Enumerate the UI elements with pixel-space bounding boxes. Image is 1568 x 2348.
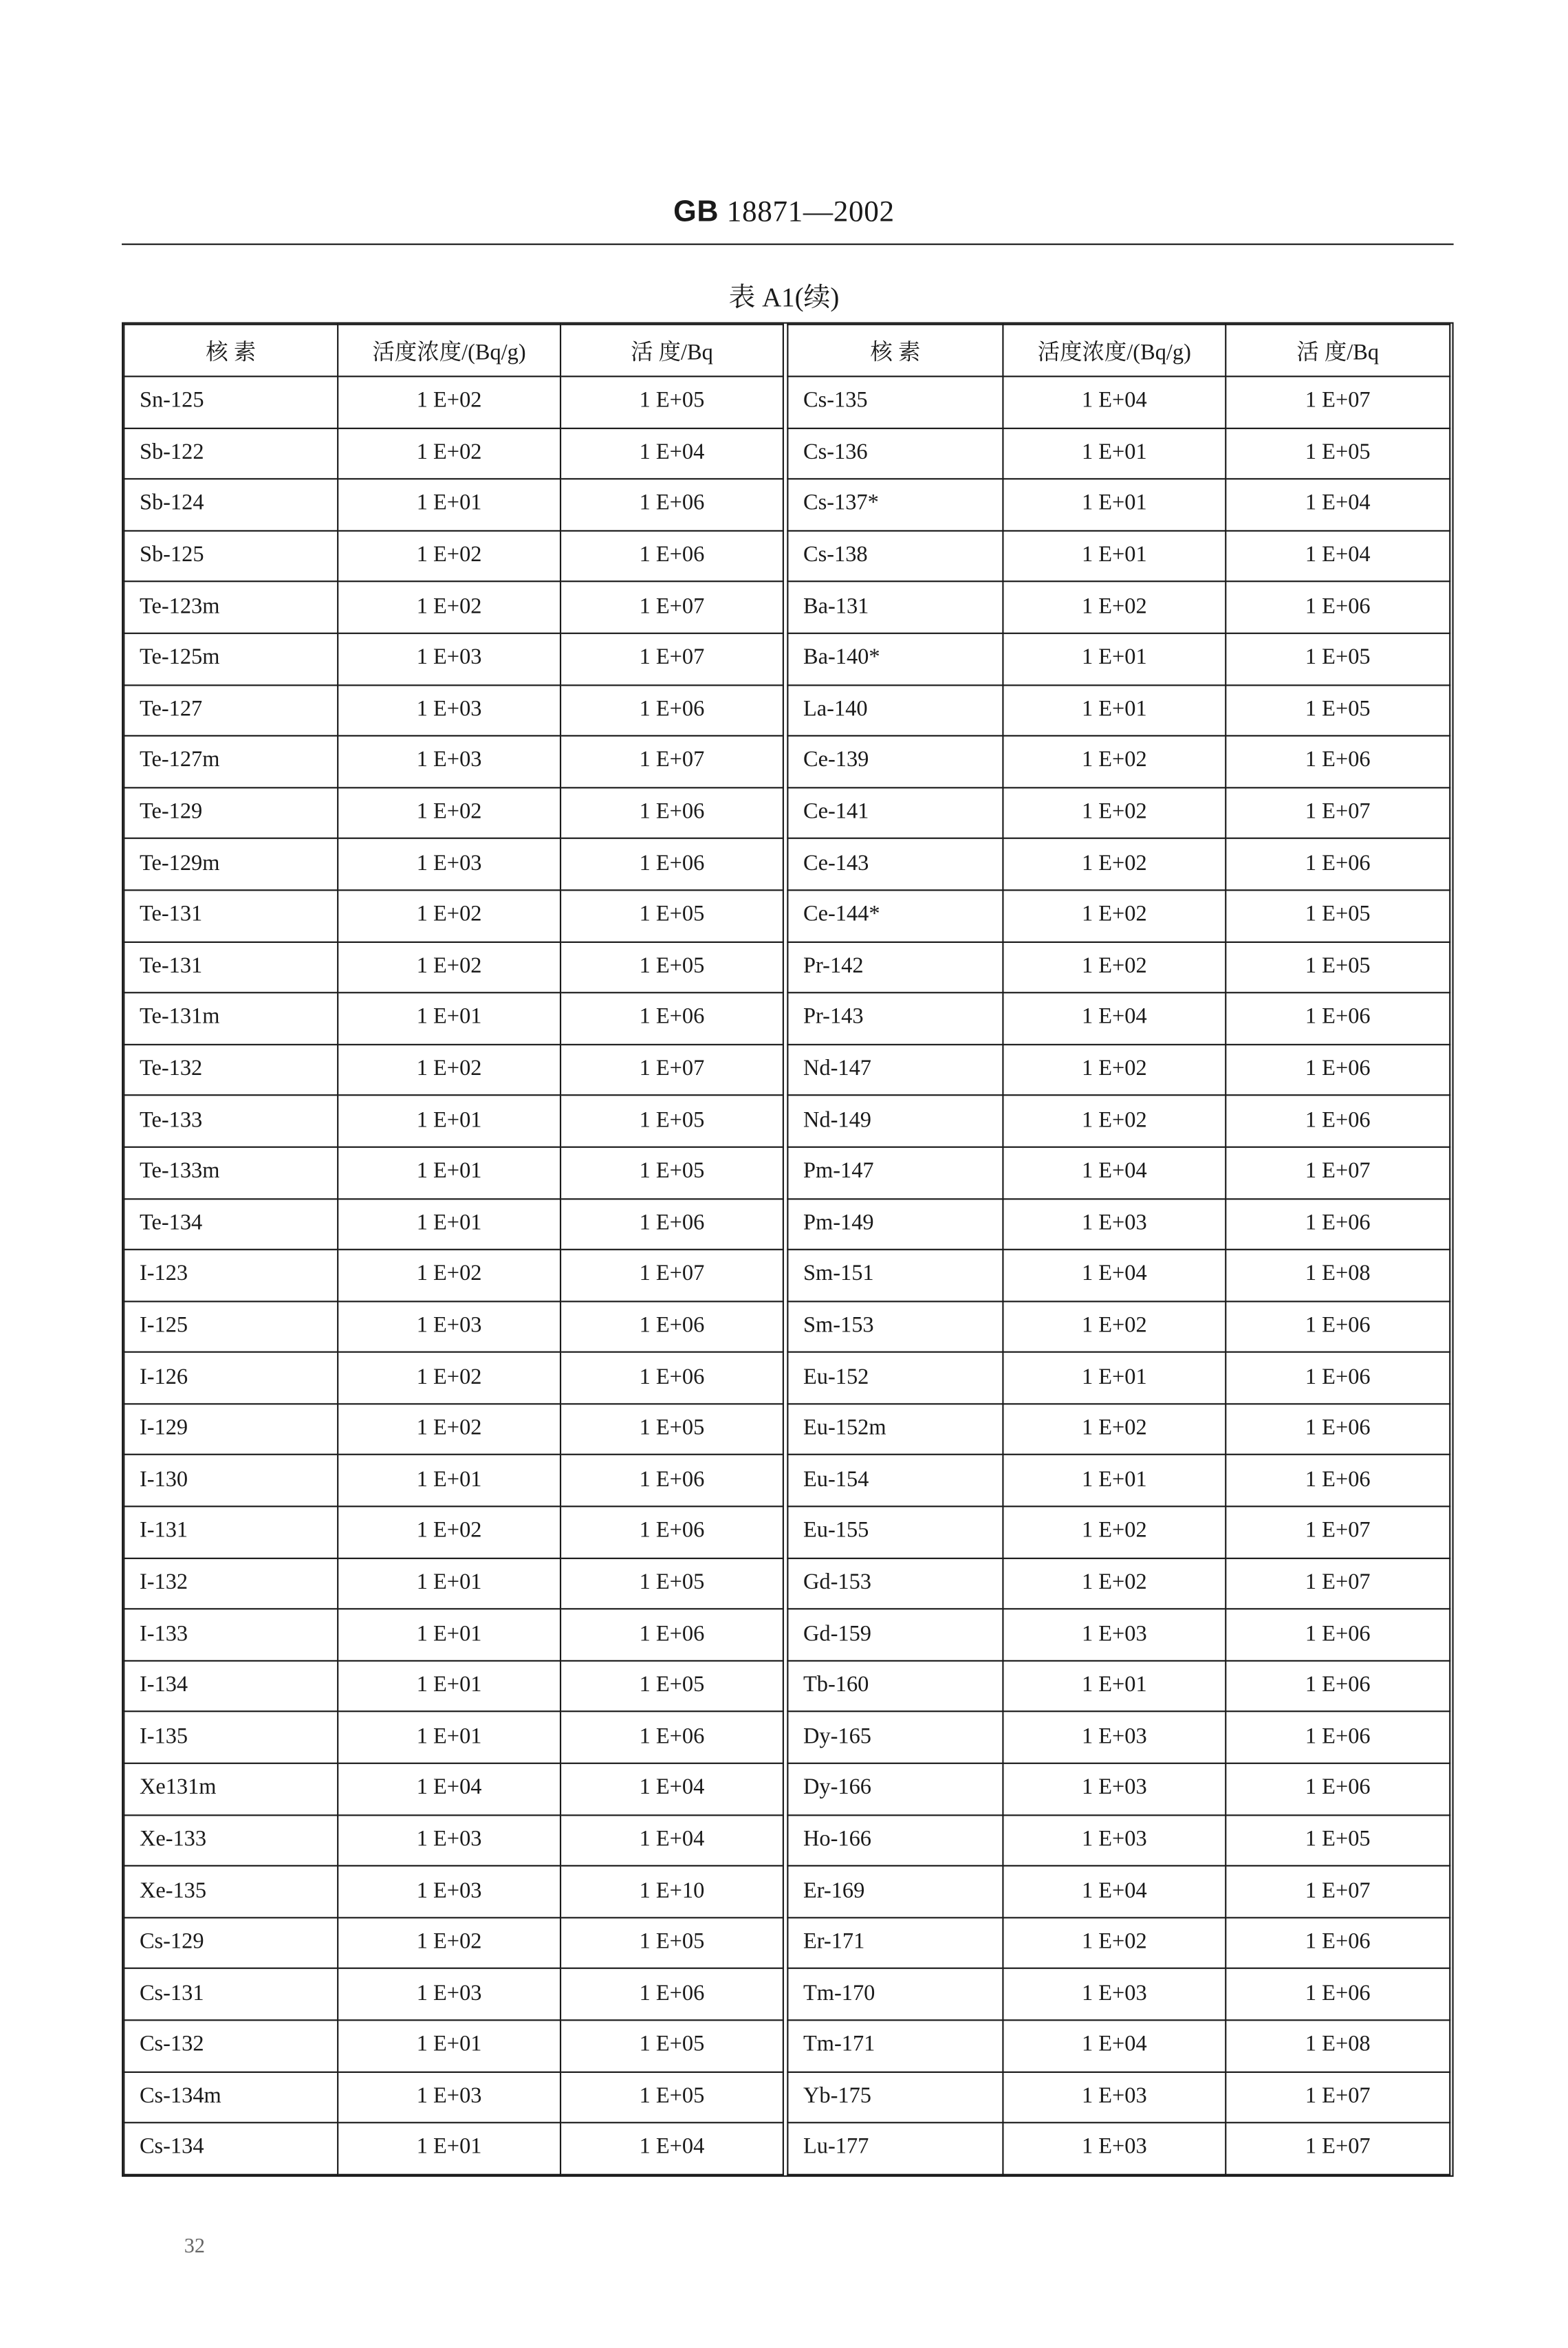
activity-cell: 1 E+06 xyxy=(1226,1763,1450,1815)
activity-concentration-cell: 1 E+01 xyxy=(338,2123,560,2175)
table-row xyxy=(124,1404,783,1455)
activity-concentration-cell: 1 E+04 xyxy=(1003,1250,1226,1301)
table-row xyxy=(787,993,1450,1045)
table-row xyxy=(124,1506,783,1558)
nuclide-cell: I-131 xyxy=(124,1506,338,1558)
activity-concentration-cell: 1 E+03 xyxy=(338,684,560,736)
nuclide-cell: Eu-152m xyxy=(787,1404,1003,1455)
table-row xyxy=(787,582,1450,633)
standard-header xyxy=(0,196,1568,230)
activity-concentration-cell: 1 E+03 xyxy=(1003,1815,1226,1867)
activity-cell: 1 E+10 xyxy=(560,1866,783,1917)
nuclide-cell: Cs-135 xyxy=(787,376,1003,428)
activity-concentration-cell: 1 E+02 xyxy=(338,1404,560,1455)
activity-cell: 1 E+07 xyxy=(1226,1866,1450,1917)
table-row xyxy=(787,1815,1450,1867)
table-row xyxy=(124,1763,783,1815)
activity-concentration-cell: 1 E+01 xyxy=(338,1198,560,1250)
table-row xyxy=(124,684,783,736)
nuclide-cell: Dy-165 xyxy=(787,1712,1003,1763)
table-row xyxy=(787,633,1450,685)
activity-concentration-cell: 1 E+02 xyxy=(338,1352,560,1404)
table-row xyxy=(787,1558,1450,1609)
activity-concentration-cell: 1 E+02 xyxy=(1003,1917,1226,1969)
table-row xyxy=(124,1661,783,1713)
nuclide-cell: Sb-122 xyxy=(124,428,338,479)
table-row xyxy=(124,1198,783,1250)
activity-cell: 1 E+05 xyxy=(560,890,783,942)
activity-concentration-cell: 1 E+02 xyxy=(338,1250,560,1301)
table-row xyxy=(124,376,783,428)
table-row xyxy=(787,530,1450,582)
table-row xyxy=(124,1917,783,1969)
nuclide-cell: Dy-166 xyxy=(787,1763,1003,1815)
nuclide-cell: Pr-142 xyxy=(787,942,1003,993)
table-row xyxy=(787,1661,1450,1713)
activity-concentration-cell: 1 E+01 xyxy=(338,2020,560,2072)
nuclide-cell: Ho-166 xyxy=(787,1815,1003,1867)
nuclide-cell: Te-131 xyxy=(124,890,338,942)
activity-cell: 1 E+05 xyxy=(1226,942,1450,993)
activity-concentration-cell: 1 E+01 xyxy=(338,1609,560,1661)
nuclide-cell: Sm-151 xyxy=(787,1250,1003,1301)
activity-concentration-cell: 1 E+03 xyxy=(338,1301,560,1353)
nuclide-cell: Te-132 xyxy=(124,1044,338,1096)
activity-cell: 1 E+06 xyxy=(1226,838,1450,890)
activity-concentration-cell: 1 E+01 xyxy=(1003,633,1226,685)
nuclide-cell: Yb-175 xyxy=(787,2072,1003,2123)
table-row xyxy=(124,890,783,942)
table-row xyxy=(124,1044,783,1096)
nuclide-cell: Nd-147 xyxy=(787,1044,1003,1096)
activity-concentration-cell: 1 E+03 xyxy=(338,1866,560,1917)
table-row xyxy=(124,2020,783,2072)
activity-cell: 1 E+06 xyxy=(1226,1969,1450,2021)
activity-concentration-cell: 1 E+02 xyxy=(1003,1506,1226,1558)
header-activity: 活 度/Bq xyxy=(560,325,783,377)
table-row xyxy=(124,942,783,993)
table-row xyxy=(787,1250,1450,1301)
nuclide-cell: Te-131m xyxy=(124,993,338,1045)
activity-concentration-cell: 1 E+03 xyxy=(338,1815,560,1867)
activity-concentration-cell: 1 E+02 xyxy=(338,428,560,479)
activity-cell: 1 E+04 xyxy=(560,428,783,479)
activity-concentration-cell: 1 E+01 xyxy=(338,1712,560,1763)
nuclide-cell: Cs-131 xyxy=(124,1969,338,2021)
nuclide-cell: Sb-125 xyxy=(124,530,338,582)
nuclide-cell: Te-123m xyxy=(124,582,338,633)
nuclide-cell: Eu-154 xyxy=(787,1455,1003,1507)
activity-concentration-cell: 1 E+02 xyxy=(338,1506,560,1558)
activity-cell: 1 E+06 xyxy=(560,479,783,531)
nuclide-cell: Cs-132 xyxy=(124,2020,338,2072)
activity-cell: 1 E+06 xyxy=(560,684,783,736)
activity-cell: 1 E+08 xyxy=(1226,2020,1450,2072)
header-row xyxy=(787,325,1450,377)
nuclide-cell: Ba-140* xyxy=(787,633,1003,685)
table-row xyxy=(787,1763,1450,1815)
table-row xyxy=(124,428,783,479)
activity-concentration-cell: 1 E+02 xyxy=(338,1917,560,1969)
table-row xyxy=(124,1250,783,1301)
table-row xyxy=(787,1198,1450,1250)
activity-cell: 1 E+06 xyxy=(1226,1044,1450,1096)
nuclide-cell: Tb-160 xyxy=(787,1661,1003,1713)
nuclide-cell: I-123 xyxy=(124,1250,338,1301)
activity-concentration-cell: 1 E+03 xyxy=(1003,1609,1226,1661)
nuclide-cell: Sn-125 xyxy=(124,376,338,428)
activity-cell: 1 E+06 xyxy=(560,787,783,839)
header-activity: 活 度/Bq xyxy=(1226,325,1450,377)
activity-concentration-cell: 1 E+04 xyxy=(1003,993,1226,1045)
activity-cell: 1 E+05 xyxy=(1226,633,1450,685)
nuclide-cell: Te-133m xyxy=(124,1147,338,1199)
activity-cell: 1 E+05 xyxy=(560,942,783,993)
table-row xyxy=(787,684,1450,736)
activity-concentration-cell: 1 E+01 xyxy=(1003,1661,1226,1713)
activity-cell: 1 E+05 xyxy=(1226,1815,1450,1867)
nuclide-cell: Cs-134m xyxy=(124,2072,338,2123)
table-row xyxy=(124,1352,783,1404)
table-row xyxy=(787,376,1450,428)
table-row xyxy=(787,428,1450,479)
table-row xyxy=(787,1044,1450,1096)
table-row xyxy=(124,1301,783,1353)
activity-concentration-cell: 1 E+03 xyxy=(338,1969,560,2021)
header-nuclide: 核 素 xyxy=(124,325,338,377)
activity-cell: 1 E+07 xyxy=(1226,787,1450,839)
activity-concentration-cell: 1 E+03 xyxy=(338,736,560,787)
activity-concentration-cell: 1 E+02 xyxy=(1003,1404,1226,1455)
table-row xyxy=(787,2020,1450,2072)
activity-cell: 1 E+06 xyxy=(1226,1661,1450,1713)
nuclide-cell: Xe-135 xyxy=(124,1866,338,1917)
activity-concentration-cell: 1 E+01 xyxy=(338,1558,560,1609)
activity-cell: 1 E+08 xyxy=(1226,1250,1450,1301)
nuclide-cell: Er-169 xyxy=(787,1866,1003,1917)
activity-concentration-cell: 1 E+02 xyxy=(338,1044,560,1096)
header-row xyxy=(124,325,783,377)
activity-concentration-cell: 1 E+02 xyxy=(1003,1044,1226,1096)
nuclide-cell: I-126 xyxy=(124,1352,338,1404)
activity-cell: 1 E+06 xyxy=(1226,993,1450,1045)
activity-concentration-cell: 1 E+02 xyxy=(1003,1558,1226,1609)
activity-cell: 1 E+06 xyxy=(560,1198,783,1250)
activity-cell: 1 E+07 xyxy=(560,1250,783,1301)
activity-concentration-cell: 1 E+02 xyxy=(338,530,560,582)
nuclide-cell: Nd-149 xyxy=(787,1096,1003,1147)
table-row xyxy=(787,1352,1450,1404)
activity-cell: 1 E+07 xyxy=(1226,2072,1450,2123)
table-row xyxy=(124,530,783,582)
activity-concentration-cell: 1 E+03 xyxy=(338,838,560,890)
activity-concentration-cell: 1 E+01 xyxy=(1003,479,1226,531)
activity-concentration-cell: 1 E+02 xyxy=(1003,582,1226,633)
table-row xyxy=(124,993,783,1045)
activity-cell: 1 E+06 xyxy=(560,1455,783,1507)
table-row xyxy=(787,838,1450,890)
nuclide-cell: Te-129 xyxy=(124,787,338,839)
activity-concentration-cell: 1 E+02 xyxy=(1003,1096,1226,1147)
activity-cell: 1 E+06 xyxy=(560,1352,783,1404)
table-row xyxy=(124,1096,783,1147)
activity-concentration-cell: 1 E+01 xyxy=(1003,684,1226,736)
nuclide-cell: Cs-137* xyxy=(787,479,1003,531)
table-row xyxy=(124,1609,783,1661)
nuclide-cell: I-129 xyxy=(124,1404,338,1455)
table-row xyxy=(787,1404,1450,1455)
nuclide-cell: Gd-153 xyxy=(787,1558,1003,1609)
activity-cell: 1 E+06 xyxy=(560,1969,783,2021)
activity-cell: 1 E+05 xyxy=(560,1558,783,1609)
table-row xyxy=(124,1866,783,1917)
header-activity-concentration: 活度浓度/(Bq/g) xyxy=(1003,325,1226,377)
activity-concentration-cell: 1 E+03 xyxy=(1003,1763,1226,1815)
activity-cell: 1 E+07 xyxy=(560,736,783,787)
activity-cell: 1 E+04 xyxy=(1226,479,1450,531)
nuclide-cell: Gd-159 xyxy=(787,1609,1003,1661)
nuclide-cell: Ce-141 xyxy=(787,787,1003,839)
nuclide-cell: Er-171 xyxy=(787,1917,1003,1969)
table-row xyxy=(787,1147,1450,1199)
activity-cell: 1 E+06 xyxy=(560,1506,783,1558)
nuclide-cell: Te-127m xyxy=(124,736,338,787)
nuclide-cell: Ba-131 xyxy=(787,582,1003,633)
activity-cell: 1 E+06 xyxy=(560,1609,783,1661)
activity-cell: 1 E+04 xyxy=(1226,530,1450,582)
activity-concentration-cell: 1 E+03 xyxy=(1003,1712,1226,1763)
nuclide-cell: Sb-124 xyxy=(124,479,338,531)
standard-number: 18871—2002 xyxy=(726,195,895,229)
activity-cell: 1 E+07 xyxy=(560,582,783,633)
activity-concentration-cell: 1 E+03 xyxy=(1003,2123,1226,2175)
nuclide-cell: I-125 xyxy=(124,1301,338,1353)
table-row xyxy=(124,2072,783,2123)
nuclide-cell: Ce-143 xyxy=(787,838,1003,890)
header-rule xyxy=(122,243,1454,245)
nuclide-cell: Te-125m xyxy=(124,633,338,685)
nuclide-cell: La-140 xyxy=(787,684,1003,736)
table-row xyxy=(787,2072,1450,2123)
activity-cell: 1 E+05 xyxy=(560,1917,783,1969)
nuclide-cell: Ce-139 xyxy=(787,736,1003,787)
activity-cell: 1 E+05 xyxy=(1226,684,1450,736)
activity-concentration-cell: 1 E+02 xyxy=(338,582,560,633)
nuclide-cell: Cs-134 xyxy=(124,2123,338,2175)
table-row xyxy=(787,736,1450,787)
activity-cell: 1 E+07 xyxy=(1226,1147,1450,1199)
activity-concentration-cell: 1 E+02 xyxy=(1003,1301,1226,1353)
activity-cell: 1 E+05 xyxy=(560,1147,783,1199)
nuclide-cell: Xe131m xyxy=(124,1763,338,1815)
table-row xyxy=(124,1815,783,1867)
activity-concentration-cell: 1 E+02 xyxy=(1003,942,1226,993)
activity-cell: 1 E+04 xyxy=(560,2123,783,2175)
activity-concentration-cell: 1 E+02 xyxy=(1003,787,1226,839)
nuclide-cell: Sm-153 xyxy=(787,1301,1003,1353)
nuclide-cell: Eu-155 xyxy=(787,1506,1003,1558)
nuclide-cell: I-133 xyxy=(124,1609,338,1661)
table-row xyxy=(124,1455,783,1507)
nuclide-cell: I-130 xyxy=(124,1455,338,1507)
activity-concentration-cell: 1 E+01 xyxy=(338,1096,560,1147)
table-row xyxy=(787,942,1450,993)
activity-cell: 1 E+06 xyxy=(560,1301,783,1353)
activity-cell: 1 E+06 xyxy=(1226,1404,1450,1455)
nuclide-cell: Te-127 xyxy=(124,684,338,736)
activity-concentration-cell: 1 E+02 xyxy=(338,890,560,942)
table-row xyxy=(787,1866,1450,1917)
nuclide-cell: Pr-143 xyxy=(787,993,1003,1045)
table-row xyxy=(124,787,783,839)
table-row xyxy=(787,1917,1450,1969)
table-caption: 表 A1(续) xyxy=(728,282,840,312)
activity-cell: 1 E+06 xyxy=(1226,1712,1450,1763)
nuclide-cell: Pm-147 xyxy=(787,1147,1003,1199)
table-row xyxy=(124,633,783,685)
nuclide-cell: Te-129m xyxy=(124,838,338,890)
activity-concentration-cell: 1 E+04 xyxy=(1003,2020,1226,2072)
header-activity-concentration: 活度浓度/(Bq/g) xyxy=(338,325,560,377)
activity-concentration-cell: 1 E+03 xyxy=(338,633,560,685)
nuclide-cell: I-132 xyxy=(124,1558,338,1609)
header-nuclide: 核 素 xyxy=(787,325,1003,377)
nuclide-cell: I-134 xyxy=(124,1661,338,1713)
activity-cell: 1 E+06 xyxy=(1226,1096,1450,1147)
table-row xyxy=(124,838,783,890)
activity-concentration-cell: 1 E+01 xyxy=(338,1455,560,1507)
activity-cell: 1 E+06 xyxy=(560,993,783,1045)
nuclide-cell: Te-133 xyxy=(124,1096,338,1147)
activity-concentration-cell: 1 E+01 xyxy=(1003,1352,1226,1404)
page-number: 32 xyxy=(184,2236,205,2259)
table-row xyxy=(124,582,783,633)
activity-cell: 1 E+07 xyxy=(1226,376,1450,428)
nuclide-table-right xyxy=(787,324,1450,2175)
nuclide-cell: Tm-170 xyxy=(787,1969,1003,2021)
activity-concentration-cell: 1 E+01 xyxy=(338,1661,560,1713)
activity-concentration-cell: 1 E+04 xyxy=(1003,376,1226,428)
activity-cell: 1 E+04 xyxy=(560,1763,783,1815)
activity-cell: 1 E+05 xyxy=(560,2072,783,2123)
table-row xyxy=(787,1609,1450,1661)
table-row xyxy=(124,2123,783,2175)
activity-cell: 1 E+05 xyxy=(560,2020,783,2072)
table-row xyxy=(124,1969,783,2021)
activity-cell: 1 E+06 xyxy=(560,530,783,582)
activity-cell: 1 E+06 xyxy=(1226,1352,1450,1404)
nuclide-cell: Cs-138 xyxy=(787,530,1003,582)
table-row xyxy=(787,1969,1450,2021)
activity-cell: 1 E+07 xyxy=(560,633,783,685)
activity-cell: 1 E+05 xyxy=(560,376,783,428)
activity-concentration-cell: 1 E+01 xyxy=(1003,530,1226,582)
table-row xyxy=(124,1712,783,1763)
activity-cell: 1 E+06 xyxy=(1226,1301,1450,1353)
activity-cell: 1 E+06 xyxy=(560,838,783,890)
table-row xyxy=(787,1455,1450,1507)
activity-cell: 1 E+05 xyxy=(1226,890,1450,942)
nuclide-cell: Te-131 xyxy=(124,942,338,993)
activity-concentration-cell: 1 E+02 xyxy=(1003,838,1226,890)
activity-concentration-cell: 1 E+01 xyxy=(338,993,560,1045)
nuclide-table-left xyxy=(123,324,784,2175)
activity-cell: 1 E+07 xyxy=(560,1044,783,1096)
activity-cell: 1 E+05 xyxy=(560,1096,783,1147)
nuclide-cell: I-135 xyxy=(124,1712,338,1763)
activity-cell: 1 E+06 xyxy=(1226,736,1450,787)
nuclide-cell: Xe-133 xyxy=(124,1815,338,1867)
activity-cell: 1 E+07 xyxy=(1226,1506,1450,1558)
activity-concentration-cell: 1 E+04 xyxy=(1003,1866,1226,1917)
activity-cell: 1 E+05 xyxy=(560,1661,783,1713)
activity-concentration-cell: 1 E+01 xyxy=(338,479,560,531)
table-row xyxy=(787,1301,1450,1353)
activity-cell: 1 E+06 xyxy=(1226,1198,1450,1250)
table-row xyxy=(787,1506,1450,1558)
activity-concentration-cell: 1 E+03 xyxy=(1003,2072,1226,2123)
activity-concentration-cell: 1 E+01 xyxy=(338,1147,560,1199)
table-row xyxy=(787,2123,1450,2175)
table-row xyxy=(124,479,783,531)
standard-prefix: GB xyxy=(673,195,719,229)
table-row xyxy=(787,1712,1450,1763)
nuclide-cell: Eu-152 xyxy=(787,1352,1003,1404)
activity-concentration-cell: 1 E+03 xyxy=(1003,1198,1226,1250)
activity-cell: 1 E+07 xyxy=(1226,2123,1450,2175)
activity-cell: 1 E+06 xyxy=(1226,582,1450,633)
activity-concentration-cell: 1 E+01 xyxy=(1003,1455,1226,1507)
activity-concentration-cell: 1 E+01 xyxy=(1003,428,1226,479)
activity-cell: 1 E+04 xyxy=(560,1815,783,1867)
table-row xyxy=(124,1558,783,1609)
activity-concentration-cell: 1 E+03 xyxy=(338,2072,560,2123)
activity-cell: 1 E+06 xyxy=(1226,1455,1450,1507)
activity-cell: 1 E+06 xyxy=(1226,1609,1450,1661)
nuclide-cell: Cs-136 xyxy=(787,428,1003,479)
activity-concentration-cell: 1 E+02 xyxy=(1003,890,1226,942)
activity-cell: 1 E+06 xyxy=(560,1712,783,1763)
nuclide-cell: Te-134 xyxy=(124,1198,338,1250)
activity-concentration-cell: 1 E+02 xyxy=(338,376,560,428)
activity-cell: 1 E+05 xyxy=(1226,428,1450,479)
table-row xyxy=(124,736,783,787)
activity-concentration-cell: 1 E+04 xyxy=(338,1763,560,1815)
activity-concentration-cell: 1 E+02 xyxy=(338,787,560,839)
nuclide-cell: Tm-171 xyxy=(787,2020,1003,2072)
table-row xyxy=(124,1147,783,1199)
activity-cell: 1 E+07 xyxy=(1226,1558,1450,1609)
nuclide-cell: Ce-144* xyxy=(787,890,1003,942)
activity-concentration-cell: 1 E+03 xyxy=(1003,1969,1226,2021)
table-row xyxy=(787,890,1450,942)
table-row xyxy=(787,479,1450,531)
activity-concentration-cell: 1 E+04 xyxy=(1003,1147,1226,1199)
activity-concentration-cell: 1 E+02 xyxy=(338,942,560,993)
activity-cell: 1 E+05 xyxy=(560,1404,783,1455)
activity-concentration-cell: 1 E+02 xyxy=(1003,736,1226,787)
nuclide-cell: Pm-149 xyxy=(787,1198,1003,1250)
nuclide-cell: Cs-129 xyxy=(124,1917,338,1969)
table-row xyxy=(787,787,1450,839)
activity-cell: 1 E+06 xyxy=(1226,1917,1450,1969)
table-row xyxy=(787,1096,1450,1147)
nuclide-cell: Lu-177 xyxy=(787,2123,1003,2175)
